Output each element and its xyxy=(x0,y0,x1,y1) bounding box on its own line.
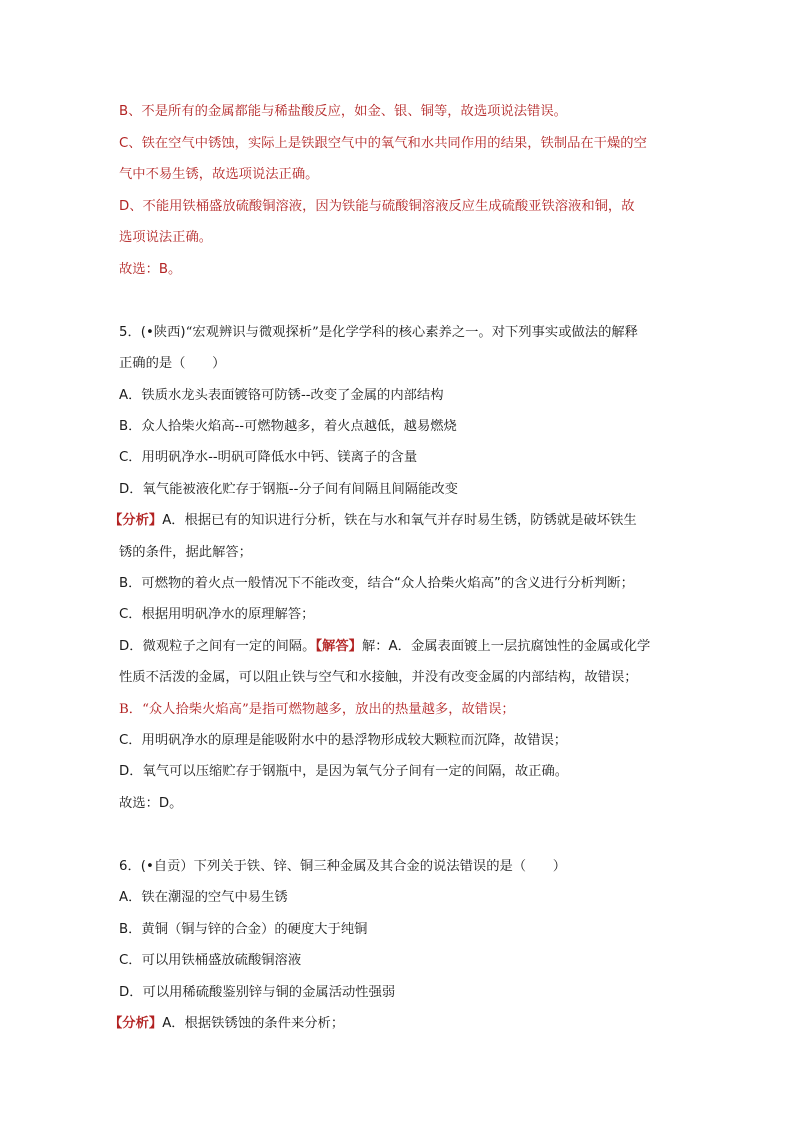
question-5-option-b: B．众人拾柴火焰高--可燃物越多，着火点越低，越易燃烧 xyxy=(119,419,457,434)
question-5-stem-line2: 正确的是（ ） xyxy=(119,356,226,371)
question-6-stem: 6．(•自贡）下列关于铁、锌、铜三种金属及其合金的说法错误的是（ ） xyxy=(119,859,566,874)
question-6-option-b: B．黄铜（铜与锌的合金）的硬度大于纯铜 xyxy=(119,922,368,937)
answer-line: 故选：B。 xyxy=(119,262,182,277)
question-6-analysis-line1 xyxy=(109,1015,344,1033)
question-5-analysis-solution-line xyxy=(119,638,650,656)
question-6-option-c: C．可以用铁桶盛放硫酸铜溶液 xyxy=(119,953,302,968)
question-5-analysis-line2: 锈的条件，据此解答； xyxy=(119,545,252,560)
question-5-analysis-line1 xyxy=(109,512,637,530)
analysis-text: A．根据已有的知识进行分析，铁在与水和氧气并存时易生锈，防锈就是破坏铁生 xyxy=(162,513,637,528)
question-5-solution-line3: B．“众人拾柴火焰高”是指可燃物越多，放出的热量越多，故错误； xyxy=(119,702,515,717)
question-5-solution-line5: D．氧气可以压缩贮存于钢瓶中，是因为氧气分子间有一定的间隔，故正确。 xyxy=(119,764,569,779)
analysis-tag: 【分析】 xyxy=(109,1016,163,1031)
question-5-solution-line4: C．用明矾净水的原理是能吸附水中的悬浮物形成较大颗粒而沉降，故错误； xyxy=(119,733,568,748)
option-b-explanation: B、不是所有的金属都能与稀盐酸反应，如金、银、铜等，故选项说法错误。 xyxy=(119,104,567,119)
question-5-analysis-line3: B．可燃物的着火点一般情况下不能改变，结合“众人拾柴火焰高”的含义进行分析判断； xyxy=(119,576,634,591)
option-c-explanation-line1: C、铁在空气中锈蚀，实际上是铁跟空气中的氧气和水共同作用的结果，铁制品在干燥的空 xyxy=(119,136,647,151)
option-d-explanation-line1: D、不能用铁桶盛放硫酸铜溶液，因为铁能与硫酸铜溶液反应生成硫酸亚铁溶液和铜，故 xyxy=(119,199,635,214)
question-5-option-a: A．铁质水龙头表面镀铬可防锈--改变了金属的内部结构 xyxy=(119,388,444,403)
option-d-explanation-line2: 选项说法正确。 xyxy=(119,230,213,245)
solution-text: 解：A．金属表面镀上一层抗腐蚀性的金属或化学 xyxy=(361,639,651,654)
question-5-analysis-line4: C．根据用明矾净水的原理解答； xyxy=(119,607,315,622)
question-5-stem-text: “宏观辨识与微观探析”是化学学科的核心素养之一。对下列事实或做法的解释 xyxy=(185,325,638,340)
analysis-text: D．微观粒子之间有一定的间隔。 xyxy=(119,639,316,654)
solution-tag: 【解答】 xyxy=(315,639,362,654)
question-5-option-c: C．用明矾净水--明矾可降低水中钙、镁离子的含量 xyxy=(119,450,418,465)
question-5-option-d: D．氧气能被液化贮存于钢瓶--分子间有间隔且间隔能改变 xyxy=(119,482,458,497)
question-5-number: 5．(•陕西) xyxy=(119,325,186,340)
question-6-option-d: D．可以用稀硫酸鉴别锌与铜的金属活动性强弱 xyxy=(119,985,396,1000)
analysis-text: A．根据铁锈蚀的条件来分析； xyxy=(162,1016,345,1031)
analysis-tag: 【分析】 xyxy=(109,513,163,528)
question-6-option-a: A．铁在潮湿的空气中易生锈 xyxy=(119,890,288,905)
question-5-stem xyxy=(119,324,638,342)
question-5-solution-line2: 性质不活泼的金属，可以阻止铁与空气和水接触，并没有改变金属的内部结构，故错误； xyxy=(119,670,638,685)
question-5-answer: 故选：D。 xyxy=(119,796,183,811)
option-c-explanation-line2: 气中不易生锈，故选项说法正确。 xyxy=(119,167,319,182)
